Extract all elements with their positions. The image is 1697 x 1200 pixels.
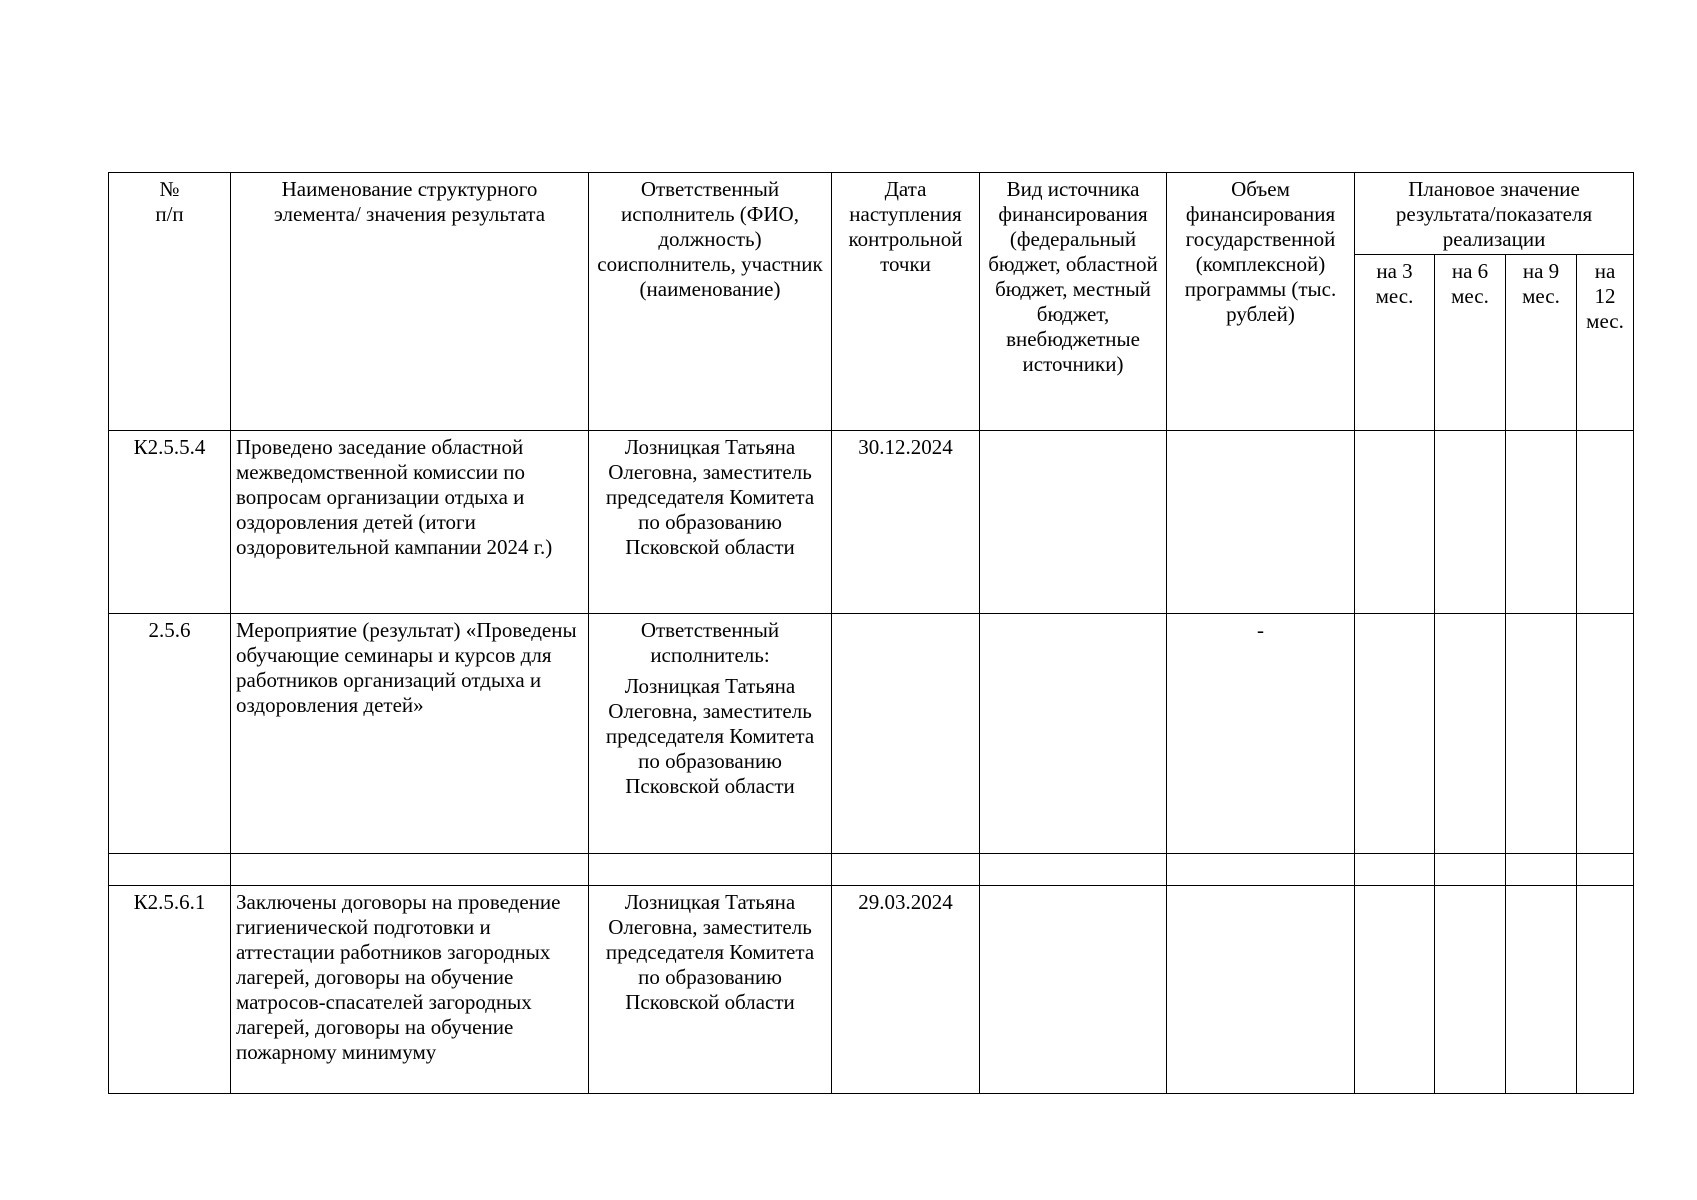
row-plan-3 bbox=[1355, 614, 1435, 854]
header-plan: Плановое значение результата/показателя реализации bbox=[1355, 173, 1634, 255]
table-row bbox=[109, 614, 1634, 854]
empty-cell bbox=[1577, 854, 1634, 886]
header-plan-3: на 3 мес. bbox=[1355, 255, 1435, 431]
row-date: 29.03.2024 bbox=[832, 886, 980, 1094]
row-volume: - bbox=[1167, 614, 1355, 854]
spacer-row bbox=[109, 854, 1634, 886]
row-plan-6 bbox=[1435, 614, 1506, 854]
header-source: Вид источника финансирования (федеральный бюджет, областной бюджет, местный бюджет, внебюджетные источники) bbox=[980, 173, 1167, 431]
row-plan-12 bbox=[1577, 431, 1634, 614]
row-num: К2.5.6.1 bbox=[109, 886, 231, 1094]
row-name: Заключены договоры на проведение гигиенической подготовки и аттестации работников загородных лагерей, договоры на обучение матросов-спасателей загородных лагерей, договоры на обучение пожарному минимуму bbox=[231, 886, 589, 1094]
header-executor: Ответственный исполнитель (ФИО, должность) соисполнитель, участник (наименование) bbox=[589, 173, 832, 431]
empty-cell bbox=[231, 854, 589, 886]
empty-cell bbox=[1506, 854, 1577, 886]
row-plan-9 bbox=[1506, 886, 1577, 1094]
header-plan-12: на 12 мес. bbox=[1577, 255, 1634, 431]
row-executor: Лозницкая Татьяна Олеговна, заместитель председателя Комитета по образованию Псковской области bbox=[589, 431, 832, 614]
row-plan-12 bbox=[1577, 614, 1634, 854]
row-num: К2.5.5.4 bbox=[109, 431, 231, 614]
empty-cell bbox=[1355, 854, 1435, 886]
row-executor: Лозницкая Татьяна Олеговна, заместитель председателя Комитета по образованию Псковской области bbox=[589, 886, 832, 1094]
table-row bbox=[109, 431, 1634, 614]
row-name: Проведено заседание областной межведомственной комиссии по вопросам организации отдыха и оздоровления детей (итоги оздоровительной кампании 2024 г.) bbox=[231, 431, 589, 614]
header-row-1 bbox=[109, 173, 1634, 255]
row-volume bbox=[1167, 431, 1355, 614]
row-source bbox=[980, 614, 1167, 854]
row-plan-3 bbox=[1355, 886, 1435, 1094]
row-name: Мероприятие (результат) «Проведены обучающие семинары и курсов для работников организаций отдыха и оздоровления детей» bbox=[231, 614, 589, 854]
row-plan-9 bbox=[1506, 614, 1577, 854]
row-plan-9 bbox=[1506, 431, 1577, 614]
row-volume bbox=[1167, 886, 1355, 1094]
table-row bbox=[109, 886, 1634, 1094]
empty-cell bbox=[980, 854, 1167, 886]
empty-cell bbox=[1435, 854, 1506, 886]
header-plan-9: на 9 мес. bbox=[1506, 255, 1577, 431]
header-num: № п/п bbox=[109, 173, 231, 431]
row-source bbox=[980, 886, 1167, 1094]
row-executor-label: Ответственный исполнитель: bbox=[640, 618, 780, 667]
row-executor-cell bbox=[589, 614, 832, 854]
row-plan-3 bbox=[1355, 431, 1435, 614]
row-date bbox=[832, 614, 980, 854]
header-volume: Объем финансирования государственной (комплексной) программы (тыс. рублей) bbox=[1167, 173, 1355, 431]
row-plan-12 bbox=[1577, 886, 1634, 1094]
empty-cell bbox=[1167, 854, 1355, 886]
header-date: Дата наступления контрольной точки bbox=[832, 173, 980, 431]
row-date: 30.12.2024 bbox=[832, 431, 980, 614]
row-num: 2.5.6 bbox=[109, 614, 231, 854]
empty-cell bbox=[832, 854, 980, 886]
empty-cell bbox=[109, 854, 231, 886]
row-source bbox=[980, 431, 1167, 614]
row-plan-6 bbox=[1435, 886, 1506, 1094]
row-executor: Лозницкая Татьяна Олеговна, заместитель председателя Комитета по образованию Псковской области bbox=[605, 674, 815, 798]
header-name: Наименование структурного элемента/ значения результата bbox=[231, 173, 589, 431]
plan-table bbox=[108, 172, 1634, 1094]
header-plan-6: на 6 мес. bbox=[1435, 255, 1506, 431]
row-plan-6 bbox=[1435, 431, 1506, 614]
empty-cell bbox=[589, 854, 832, 886]
